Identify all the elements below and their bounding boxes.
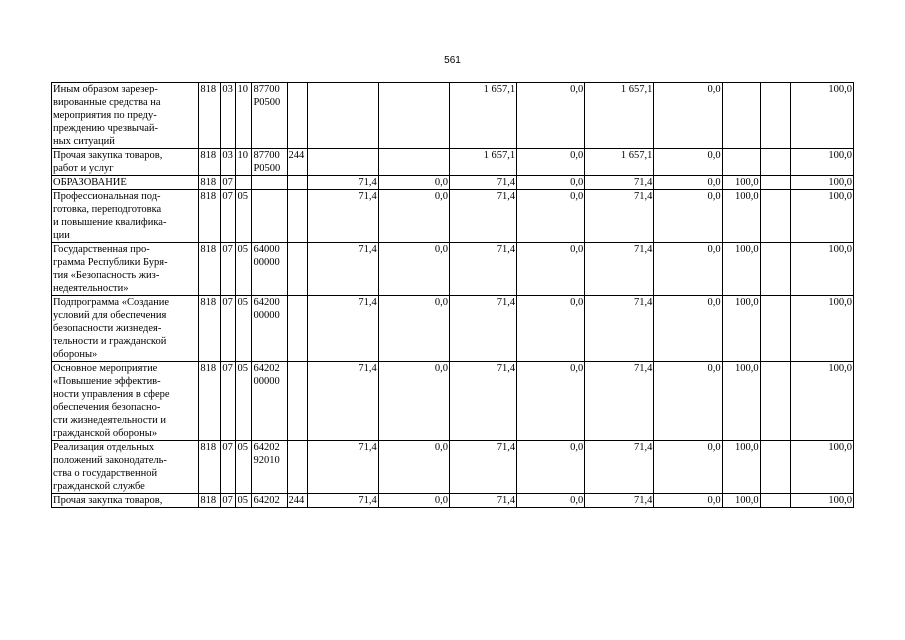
value-cell-2: 0,0 (378, 296, 449, 362)
value-cell-2 (378, 149, 449, 176)
empty-cell (760, 494, 790, 508)
table-row (52, 149, 854, 176)
subsection-code-cell: 05 (236, 190, 252, 243)
item-name-cell (52, 83, 199, 149)
target-article-line: 64202 (253, 363, 280, 374)
item-name-line: ных ситуаций (53, 136, 115, 147)
item-name-line: сти жизнедеятельности и (53, 415, 167, 426)
item-name-cell (52, 296, 199, 362)
target-article-line: 87700 (253, 150, 280, 161)
admin-code-cell: 818 (199, 494, 221, 508)
section-code-cell: 07 (221, 362, 236, 441)
value-cell-6: 0,0 (654, 176, 722, 190)
item-name-line: положений законодатель- (53, 455, 167, 466)
value-cell-4: 0,0 (517, 441, 585, 494)
expense-type-cell: 244 (287, 149, 307, 176)
target-article-cell (252, 494, 287, 508)
value-cell-6: 0,0 (654, 296, 722, 362)
table-row (52, 494, 854, 508)
value-cell-3: 71,4 (449, 362, 516, 441)
expense-type-cell (287, 190, 307, 243)
subsection-code-cell: 05 (236, 362, 252, 441)
section-code-cell: 07 (221, 176, 236, 190)
item-name-cell (52, 441, 199, 494)
value-cell-7: 100,0 (722, 362, 760, 441)
item-name-line: недеятельности» (53, 283, 129, 294)
target-article-line: 00000 (253, 310, 280, 321)
value-cell-8: 100,0 (790, 362, 853, 441)
target-article-line: 87700 (253, 84, 280, 95)
value-cell-7 (722, 149, 760, 176)
item-name-line: грамма Республики Буря- (53, 257, 168, 268)
value-cell-2: 0,0 (378, 176, 449, 190)
item-name-line: гражданской обороны» (53, 428, 158, 439)
expense-type-cell (287, 243, 307, 296)
target-article-cell (252, 441, 287, 494)
item-name-line: тия «Безопасность жиз- (53, 270, 160, 281)
admin-code-cell: 818 (199, 362, 221, 441)
value-cell-2: 0,0 (378, 441, 449, 494)
item-name-line: обеспечения безопасно- (53, 402, 161, 413)
value-cell-8: 100,0 (790, 494, 853, 508)
value-cell-1: 71,4 (307, 243, 378, 296)
value-cell-1: 71,4 (307, 176, 378, 190)
section-code-cell: 07 (221, 494, 236, 508)
empty-cell (760, 243, 790, 296)
value-cell-4: 0,0 (517, 243, 585, 296)
value-cell-3: 71,4 (449, 190, 516, 243)
section-code-cell: 07 (221, 441, 236, 494)
target-article-line: 92010 (253, 455, 280, 466)
target-article-line: 00000 (253, 376, 280, 387)
value-cell-2: 0,0 (378, 190, 449, 243)
value-cell-4: 0,0 (517, 176, 585, 190)
item-name-line: работ и услуг (53, 163, 114, 174)
section-code-cell: 03 (221, 83, 236, 149)
value-cell-4: 0,0 (517, 83, 585, 149)
value-cell-3: 71,4 (449, 441, 516, 494)
section-code-cell: 07 (221, 190, 236, 243)
value-cell-1: 71,4 (307, 296, 378, 362)
expense-type-cell (287, 176, 307, 190)
admin-code-cell: 818 (199, 83, 221, 149)
target-article-cell (252, 362, 287, 441)
subsection-code-cell: 05 (236, 441, 252, 494)
item-name-line: «Повышение эффектив- (53, 376, 161, 387)
expense-type-cell (287, 83, 307, 149)
value-cell-7: 100,0 (722, 296, 760, 362)
subsection-code-cell: 10 (236, 83, 252, 149)
item-name-line: условий для обеспечения (53, 310, 167, 321)
item-name-line: вированные средства на (53, 97, 161, 108)
value-cell-7: 100,0 (722, 441, 760, 494)
empty-cell (760, 362, 790, 441)
value-cell-1: 71,4 (307, 190, 378, 243)
subsection-code-cell: 05 (236, 494, 252, 508)
item-name-line: ства о государственной (53, 468, 158, 479)
expense-type-cell (287, 362, 307, 441)
subsection-code-cell: 05 (236, 243, 252, 296)
value-cell-6: 0,0 (654, 362, 722, 441)
value-cell-7: 100,0 (722, 243, 760, 296)
item-name-line: ОБРАЗОВАНИЕ (53, 177, 127, 188)
table-row (52, 83, 854, 149)
value-cell-1 (307, 149, 378, 176)
item-name-line: Прочая закупка товаров, (53, 495, 163, 506)
item-name-line: мероприятия по преду- (53, 110, 157, 121)
value-cell-5: 71,4 (585, 494, 654, 508)
target-article-line: 00000 (253, 257, 280, 268)
value-cell-1: 71,4 (307, 441, 378, 494)
value-cell-4: 0,0 (517, 149, 585, 176)
value-cell-5: 71,4 (585, 296, 654, 362)
target-article-line: 64202 (253, 495, 280, 506)
value-cell-3: 71,4 (449, 494, 516, 508)
value-cell-8: 100,0 (790, 190, 853, 243)
item-name-line: Государственная про- (53, 244, 150, 255)
empty-cell (760, 176, 790, 190)
admin-code-cell: 818 (199, 149, 221, 176)
expense-type-cell (287, 296, 307, 362)
value-cell-7: 100,0 (722, 190, 760, 243)
target-article-line: Р0500 (253, 163, 281, 174)
item-name-line: преждению чрезвычай- (53, 123, 159, 134)
value-cell-8: 100,0 (790, 243, 853, 296)
value-cell-1: 71,4 (307, 494, 378, 508)
value-cell-5: 71,4 (585, 362, 654, 441)
item-name-line: ции (53, 230, 70, 241)
target-article-cell (252, 243, 287, 296)
empty-cell (760, 83, 790, 149)
value-cell-1 (307, 83, 378, 149)
value-cell-7 (722, 83, 760, 149)
target-article-cell (252, 83, 287, 149)
item-name-line: Иным образом зарезер- (53, 84, 158, 95)
table-row (52, 190, 854, 243)
table-row (52, 441, 854, 494)
value-cell-8: 100,0 (790, 441, 853, 494)
value-cell-7: 100,0 (722, 494, 760, 508)
value-cell-6: 0,0 (654, 190, 722, 243)
budget-table (51, 82, 854, 508)
target-article-line: 64200 (253, 297, 280, 308)
value-cell-4: 0,0 (517, 494, 585, 508)
section-code-cell: 03 (221, 149, 236, 176)
value-cell-3: 1 657,1 (449, 149, 516, 176)
item-name-line: и повышение квалифика- (53, 217, 167, 228)
admin-code-cell: 818 (199, 243, 221, 296)
expense-type-cell: 244 (287, 494, 307, 508)
target-article-cell (252, 176, 287, 190)
item-name-line: тельности и гражданской (53, 336, 167, 347)
item-name-cell (52, 176, 199, 190)
value-cell-6: 0,0 (654, 494, 722, 508)
section-code-cell: 07 (221, 243, 236, 296)
value-cell-5: 71,4 (585, 441, 654, 494)
value-cell-5: 1 657,1 (585, 149, 654, 176)
item-name-line: Профессиональная под- (53, 191, 161, 202)
value-cell-1: 71,4 (307, 362, 378, 441)
page-number: 561 (444, 55, 461, 66)
value-cell-6: 0,0 (654, 149, 722, 176)
table-row (52, 362, 854, 441)
admin-code-cell: 818 (199, 190, 221, 243)
value-cell-5: 1 657,1 (585, 83, 654, 149)
value-cell-4: 0,0 (517, 362, 585, 441)
value-cell-6: 0,0 (654, 83, 722, 149)
value-cell-2: 0,0 (378, 243, 449, 296)
value-cell-5: 71,4 (585, 190, 654, 243)
subsection-code-cell: 10 (236, 149, 252, 176)
empty-cell (760, 190, 790, 243)
expense-type-cell (287, 441, 307, 494)
item-name-line: безопасности жизнедея- (53, 323, 162, 334)
value-cell-8: 100,0 (790, 149, 853, 176)
item-name-cell (52, 149, 199, 176)
item-name-cell (52, 362, 199, 441)
value-cell-6: 0,0 (654, 441, 722, 494)
item-name-cell (52, 494, 199, 508)
value-cell-3: 71,4 (449, 176, 516, 190)
value-cell-2 (378, 83, 449, 149)
target-article-cell (252, 296, 287, 362)
value-cell-3: 71,4 (449, 243, 516, 296)
item-name-line: гражданской службе (53, 481, 145, 492)
value-cell-2: 0,0 (378, 362, 449, 441)
table-row (52, 176, 854, 190)
value-cell-4: 0,0 (517, 190, 585, 243)
value-cell-5: 71,4 (585, 176, 654, 190)
item-name-cell (52, 243, 199, 296)
table-row (52, 296, 854, 362)
subsection-code-cell: 05 (236, 296, 252, 362)
section-code-cell: 07 (221, 296, 236, 362)
item-name-line: Основное мероприятие (53, 363, 158, 374)
value-cell-3: 1 657,1 (449, 83, 516, 149)
item-name-line: готовка, переподготовка (53, 204, 162, 215)
subsection-code-cell (236, 176, 252, 190)
item-name-line: Прочая закупка товаров, (53, 150, 163, 161)
empty-cell (760, 441, 790, 494)
value-cell-2: 0,0 (378, 494, 449, 508)
target-article-line: 64000 (253, 244, 280, 255)
value-cell-8: 100,0 (790, 176, 853, 190)
admin-code-cell: 818 (199, 176, 221, 190)
item-name-line: обороны» (53, 349, 98, 360)
target-article-line: Р0500 (253, 97, 281, 108)
target-article-cell (252, 149, 287, 176)
item-name-cell (52, 190, 199, 243)
value-cell-3: 71,4 (449, 296, 516, 362)
admin-code-cell: 818 (199, 296, 221, 362)
admin-code-cell: 818 (199, 441, 221, 494)
empty-cell (760, 149, 790, 176)
target-article-cell (252, 190, 287, 243)
value-cell-6: 0,0 (654, 243, 722, 296)
target-article-line: 64202 (253, 442, 280, 453)
value-cell-7: 100,0 (722, 176, 760, 190)
value-cell-4: 0,0 (517, 296, 585, 362)
table-row (52, 243, 854, 296)
value-cell-5: 71,4 (585, 243, 654, 296)
value-cell-8: 100,0 (790, 83, 853, 149)
empty-cell (760, 296, 790, 362)
item-name-line: Подпрограмма «Создание (53, 297, 170, 308)
value-cell-8: 100,0 (790, 296, 853, 362)
item-name-line: ности управления в сфере (53, 389, 170, 400)
item-name-line: Реализация отдельных (53, 442, 155, 453)
